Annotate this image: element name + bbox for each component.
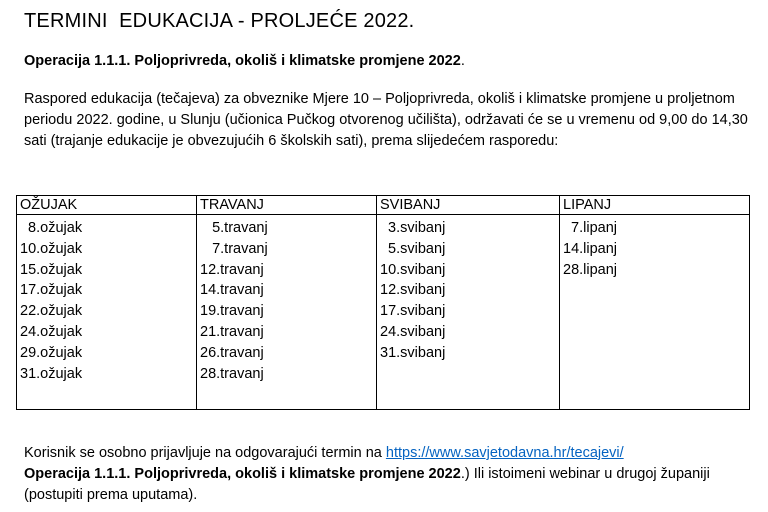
footer-prefix: Korisnik se osobno prijavljuje na odgovarajući termin na [24, 445, 386, 461]
date-item: 15.ožujak [20, 261, 83, 278]
date-item: 19.travanj [200, 303, 264, 320]
date-item: 22.ožujak [20, 303, 83, 320]
date-item: 12.travanj [200, 261, 264, 278]
date-item: 3.svibanj [380, 220, 446, 236]
date-item: 14.travanj [200, 282, 264, 299]
schedule-header-row [17, 196, 750, 215]
date-item: 31.svibanj [380, 344, 446, 361]
intro-paragraph: Raspored edukacija (tečajeva) za obveznike Mjere 10 – Poljoprivreda, okoliš i klimatske promjene u proljetnom periodu 2022. godine, u Slunju (učionica Pučkog otvorenog učilišta), održavati će se u vremenu od 9,00 do 14,30 sati (trajanje edukacije je obvezujućih 6 školskih sati), prema slijedećem rasporedu: [24, 91, 748, 149]
date-item: 14.lipanj [563, 240, 618, 257]
date-item: 26.travanj [200, 344, 264, 361]
date-item: 5.travanj [200, 220, 268, 236]
operation-heading [24, 53, 465, 69]
dates-cell-ozujak [17, 215, 197, 410]
document-title: TERMINI EDUKACIJA - PROLJEĆE 2022. [24, 10, 415, 32]
dates-cell-travanj [197, 215, 377, 410]
date-item: 28.travanj [200, 365, 264, 382]
schedule-table [16, 195, 750, 410]
month-header-lipanj: LIPANJ [560, 196, 750, 215]
operation-heading-suffix: . [460, 53, 465, 69]
footer-paragraph [24, 443, 759, 506]
date-item: 21.travanj [200, 323, 264, 340]
date-item: 5.svibanj [380, 240, 446, 257]
month-header-ozujak: OŽUJAK [17, 196, 197, 215]
date-item: 8.ožujak [20, 220, 83, 236]
date-item: 10.svibanj [380, 261, 446, 278]
date-item: 17.svibanj [380, 303, 446, 320]
date-item: 12.svibanj [380, 282, 446, 299]
date-item: 31.ožujak [20, 365, 83, 382]
date-item: 24.svibanj [380, 323, 446, 340]
footer-operation: Operacija 1.1.1. Poljoprivreda, okoliš i klimatske promjene 2022 [24, 466, 461, 482]
date-item: 7.lipanj [563, 220, 618, 236]
date-item: 29.ožujak [20, 344, 83, 361]
date-item: 24.ožujak [20, 323, 83, 340]
footer-suffix: .) Ili istoimeni webinar u drugoj županiji (postupiti prema uputama). [24, 466, 710, 503]
tecajevi-link[interactable]: https://www.savjetodavna.hr/tecajevi/ [385, 445, 624, 461]
date-item: 7.travanj [200, 240, 268, 257]
month-header-svibanj: SVIBANJ [377, 196, 560, 215]
dates-cell-lipanj [560, 215, 750, 410]
date-item: 28.lipanj [563, 261, 618, 278]
schedule-dates-row [17, 215, 750, 410]
date-item: 17.ožujak [20, 282, 83, 299]
date-item: 10.ožujak [20, 240, 83, 257]
operation-heading-text: Operacija 1.1.1. Poljoprivreda, okoliš i klimatske promjene 2022 [24, 53, 461, 69]
month-header-travanj: TRAVANJ [197, 196, 377, 215]
dates-cell-svibanj [377, 215, 560, 410]
